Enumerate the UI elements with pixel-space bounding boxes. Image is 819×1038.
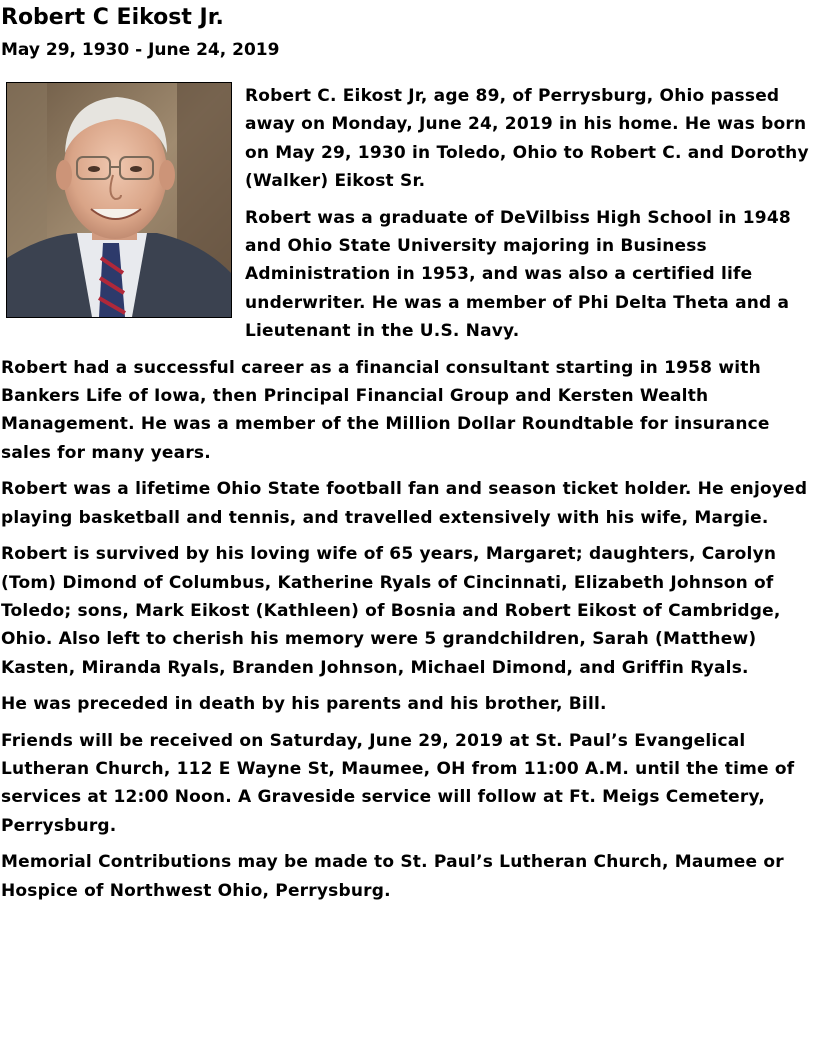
paragraph-survivors: Robert is survived by his loving wife of 65 years, Margaret; daughters, Carolyn (Tom) Dimond of Columbus, Katherine Ryals of Cincinnati, Elizabeth Johnson of Toledo; sons, Mark Eikost (Kathleen) of Bosnia and Robert Eikost of Cambridge, Ohio. Also left to cherish his memory were 5 grandchildren, Sarah (Matthew) Kasten, Miranda Ryals, Branden Johnson, Michael Dimond, and Griffin Ryals. (1, 544, 781, 678)
life-dates: May 29, 1930 - June 24, 2019 (1, 40, 280, 60)
page-title: Robert C Eikost Jr. (1, 5, 224, 30)
paragraph-preceded: He was preceded in death by his parents and his brother, Bill. (1, 694, 607, 715)
paragraph-services: Friends will be received on Saturday, June 29, 2019 at St. Paul’s Evangelical Lutheran Church, 112 E Wayne St, Maumee, OH from 11:00 A.M. until the time of services at 12:00 Noon. A Graveside service will follow at Ft. Meigs Cemetery, Perrysburg. (1, 730, 795, 836)
paragraph-education: Robert was a graduate of DeVilbiss High School in 1948 and Ohio State University majoring in Business Administration in 1953, and was also a certified life underwriter. He was a member of Phi Delta Theta and a Lieutenant in the U.S. Navy. (245, 207, 791, 342)
paragraph-memorials: Memorial Contributions may be made to St. Paul’s Lutheran Church, Maumee or Hospice of Northwest Ohio, Perrysburg. (1, 852, 784, 901)
portrait-photo-icon (7, 83, 231, 317)
paragraph-interests: Robert was a lifetime Ohio State football fan and season ticket holder. He enjoyed playing basketball and tennis, and travelled extensively with his wife, Margie. (1, 479, 808, 528)
portrait-photo (6, 82, 232, 318)
paragraph-intro: Robert C. Eikost Jr, age 89, of Perrysburg, Ohio passed away on Monday, June 24, 2019 in his home. He was born on May 29, 1930 in Toledo, Ohio to Robert C. and Dorothy (Walker) Eikost Sr. (245, 86, 809, 192)
paragraph-career: Robert had a successful career as a financial consultant starting in 1958 with Bankers Life of Iowa, then Principal Financial Group and Kersten Wealth Management. He was a member of the Million Dollar Roundtable for insurance sales for many years. (1, 357, 770, 463)
obituary-body (1, 82, 818, 913)
